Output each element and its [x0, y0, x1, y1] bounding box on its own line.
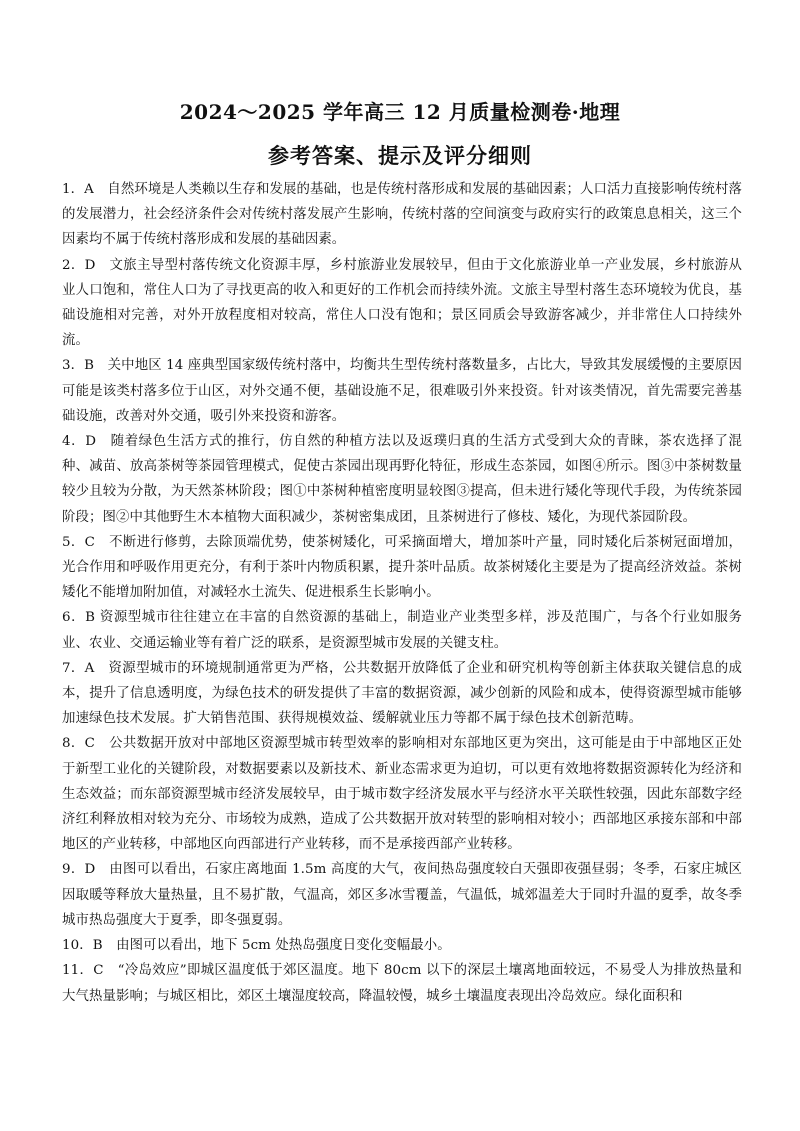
answer-number: 4．D: [62, 434, 97, 450]
answer-list: [62, 177, 742, 1009]
answer-explanation: 由图可以看出，石家庄离地面 1.5m 高度的大气，夜间热岛强度较白天强即夜强昼弱；冬季，石家庄城区因取暖等释放大量热量，且不易扩散，气温高，郊区多冰雪覆盖，气温低，城郊温差大于同时升温的夏季，故冬季城市热岛强度大于夏季，即冬强夏弱。: [62, 862, 742, 928]
answer-explanation: “冷岛效应”即城区温度低于郊区温度。地下 80cm 以下的深层土壤离地面较远，不易受人为排放热量和大气热量影响；与城区相比，郊区土壤湿度较高，降温较慢，城乡土壤温度表现出冷岛效应。绿化面积和: [62, 963, 742, 1004]
answer-number: 6．B: [62, 610, 96, 626]
answer-item-10: [62, 933, 742, 958]
answer-item-7: [62, 656, 742, 732]
answer-item-11: [62, 958, 742, 1008]
answer-number: 9．D: [62, 862, 96, 878]
answer-explanation: 关中地区 14 座典型国家级传统村落中，均衡共生型传统村落数量多，占比大，导致其发展缓慢的主要原因可能是该类村落多位于山区，对外交通不便，基础设施不足，很难吸引外来投资。针对该类情况，首先需要完善基础设施，改善对外交通，吸引外来投资和游客。: [62, 358, 742, 424]
answer-explanation: 不断进行修剪，去除顶端优势，使茶树矮化，可采摘面增大，增加茶叶产量，同时矮化后茶树冠面增加，光合作用和呼吸作用更充分，有利于茶叶内物质积累，提升茶叶品质。故茶树矮化主要是为了提高经济效益。茶树矮化不能增加附加值，对减轻水土流失、促进根系生长影响小。: [62, 534, 742, 601]
answer-item-1: [62, 177, 742, 253]
answer-explanation: 随着绿色生活方式的推行，仿自然的种植方法以及返璞归真的生活方式受到大众的青睐，茶农选择了混种、减苗、放高茶树等茶园管理模式，促使古茶园出现再野化特征，形成生态茶园，如图④所示。图③中茶树数量较少且较为分散，为天然茶林阶段；图①中茶树种植密度明显较图③提高，但未进行矮化等现代手段，为传统茶园阶段；图②中其他野生木本植物大面积减少，茶树密集成团，且茶树进行了修枝、矮化，为现代茶园阶段。: [62, 434, 742, 525]
answer-item-4: [62, 429, 742, 530]
answer-item-9: [62, 857, 742, 933]
document-title: 2024～2025 学年高三 12 月质量检测卷·地理: [179, 100, 621, 124]
answer-explanation: 由图可以看出，地下 5cm 处热岛强度日变化变幅最小。: [116, 938, 451, 954]
answer-item-3: [62, 353, 742, 429]
answer-item-8: [62, 731, 742, 857]
answer-explanation: 自然环境是人类赖以生存和发展的基础，也是传统村落形成和发展的基础因素；人口活力直接影响传统村落的发展潜力，社会经济条件会对传统村落发展产生影响，传统村落的空间演变与政府实行的政策息息相关，这三个因素均不属于传统村落形成和发展的基础因素。: [62, 182, 742, 248]
answer-item-6: [62, 605, 742, 655]
answer-number: 11．C: [62, 963, 104, 979]
answer-explanation: 文旅主导型村落传统文化资源丰厚，乡村旅游业发展较早，但由于文化旅游业单一产业发展，乡村旅游从业人口饱和，常住人口为了寻找更高的收入和更好的工作机会而持续外流。文旅主导型村落生态环境较为优良，基础设施相对完善，对外开放程度相对较高，常住人口没有饱和；景区同质会导致游客减少，并非常住人口持续外流。: [62, 257, 742, 349]
answer-number: 7．A: [62, 660, 95, 676]
answer-explanation: 资源型城市的环境规制通常更为严格，公共数据开放降低了企业和研究机构等创新主体获取关键信息的成本，提升了信息透明度，为绿色技术的研发提供了丰富的数据资源，减少创新的风险和成本，使得资源型城市能够加速绿色技术发展。扩大销售范围、获得规模效益、缓解就业压力等都不属于绿色技术创新范畴。: [62, 660, 742, 727]
answer-number: 8．C: [62, 736, 96, 752]
answer-item-5: [62, 530, 742, 606]
answer-explanation: 资源型城市往往建立在丰富的自然资源的基础上，制造业产业类型多样，涉及范围广，与各个行业如服务业、农业、交通运输业等有着广泛的联系，是资源型城市发展的关键支柱。: [62, 610, 742, 651]
answer-number: 10．B: [62, 938, 103, 954]
answer-number: 5．C: [62, 534, 96, 550]
document-subtitle: 参考答案、提示及评分细则: [268, 143, 532, 168]
answer-number: 2．D: [62, 257, 96, 273]
answer-item-2: [62, 253, 742, 354]
answer-explanation: 公共数据开放对中部地区资源型城市转型效率的影响相对东部地区更为突出，这可能是由于中部地区正处于新型工业化的关键阶段，对数据要素以及新技术、新业态需求更为迫切，可以更有效地将数据资源转化为经济和生态效益；而东部资源型城市经济发展较早，由于城市数字经济发展水平与经济水平关联性较强，因此东部数字经济红利释放相对较为充分、市场较为成熟，造成了公共数据开放对转型的影响相对较小；西部地区承接东部和中部地区的产业转移，中部地区向西部进行产业转移，而不是承接西部产业转移。: [62, 736, 742, 853]
answer-number: 3．B: [62, 358, 95, 374]
answer-number: 1．A: [62, 182, 94, 197]
